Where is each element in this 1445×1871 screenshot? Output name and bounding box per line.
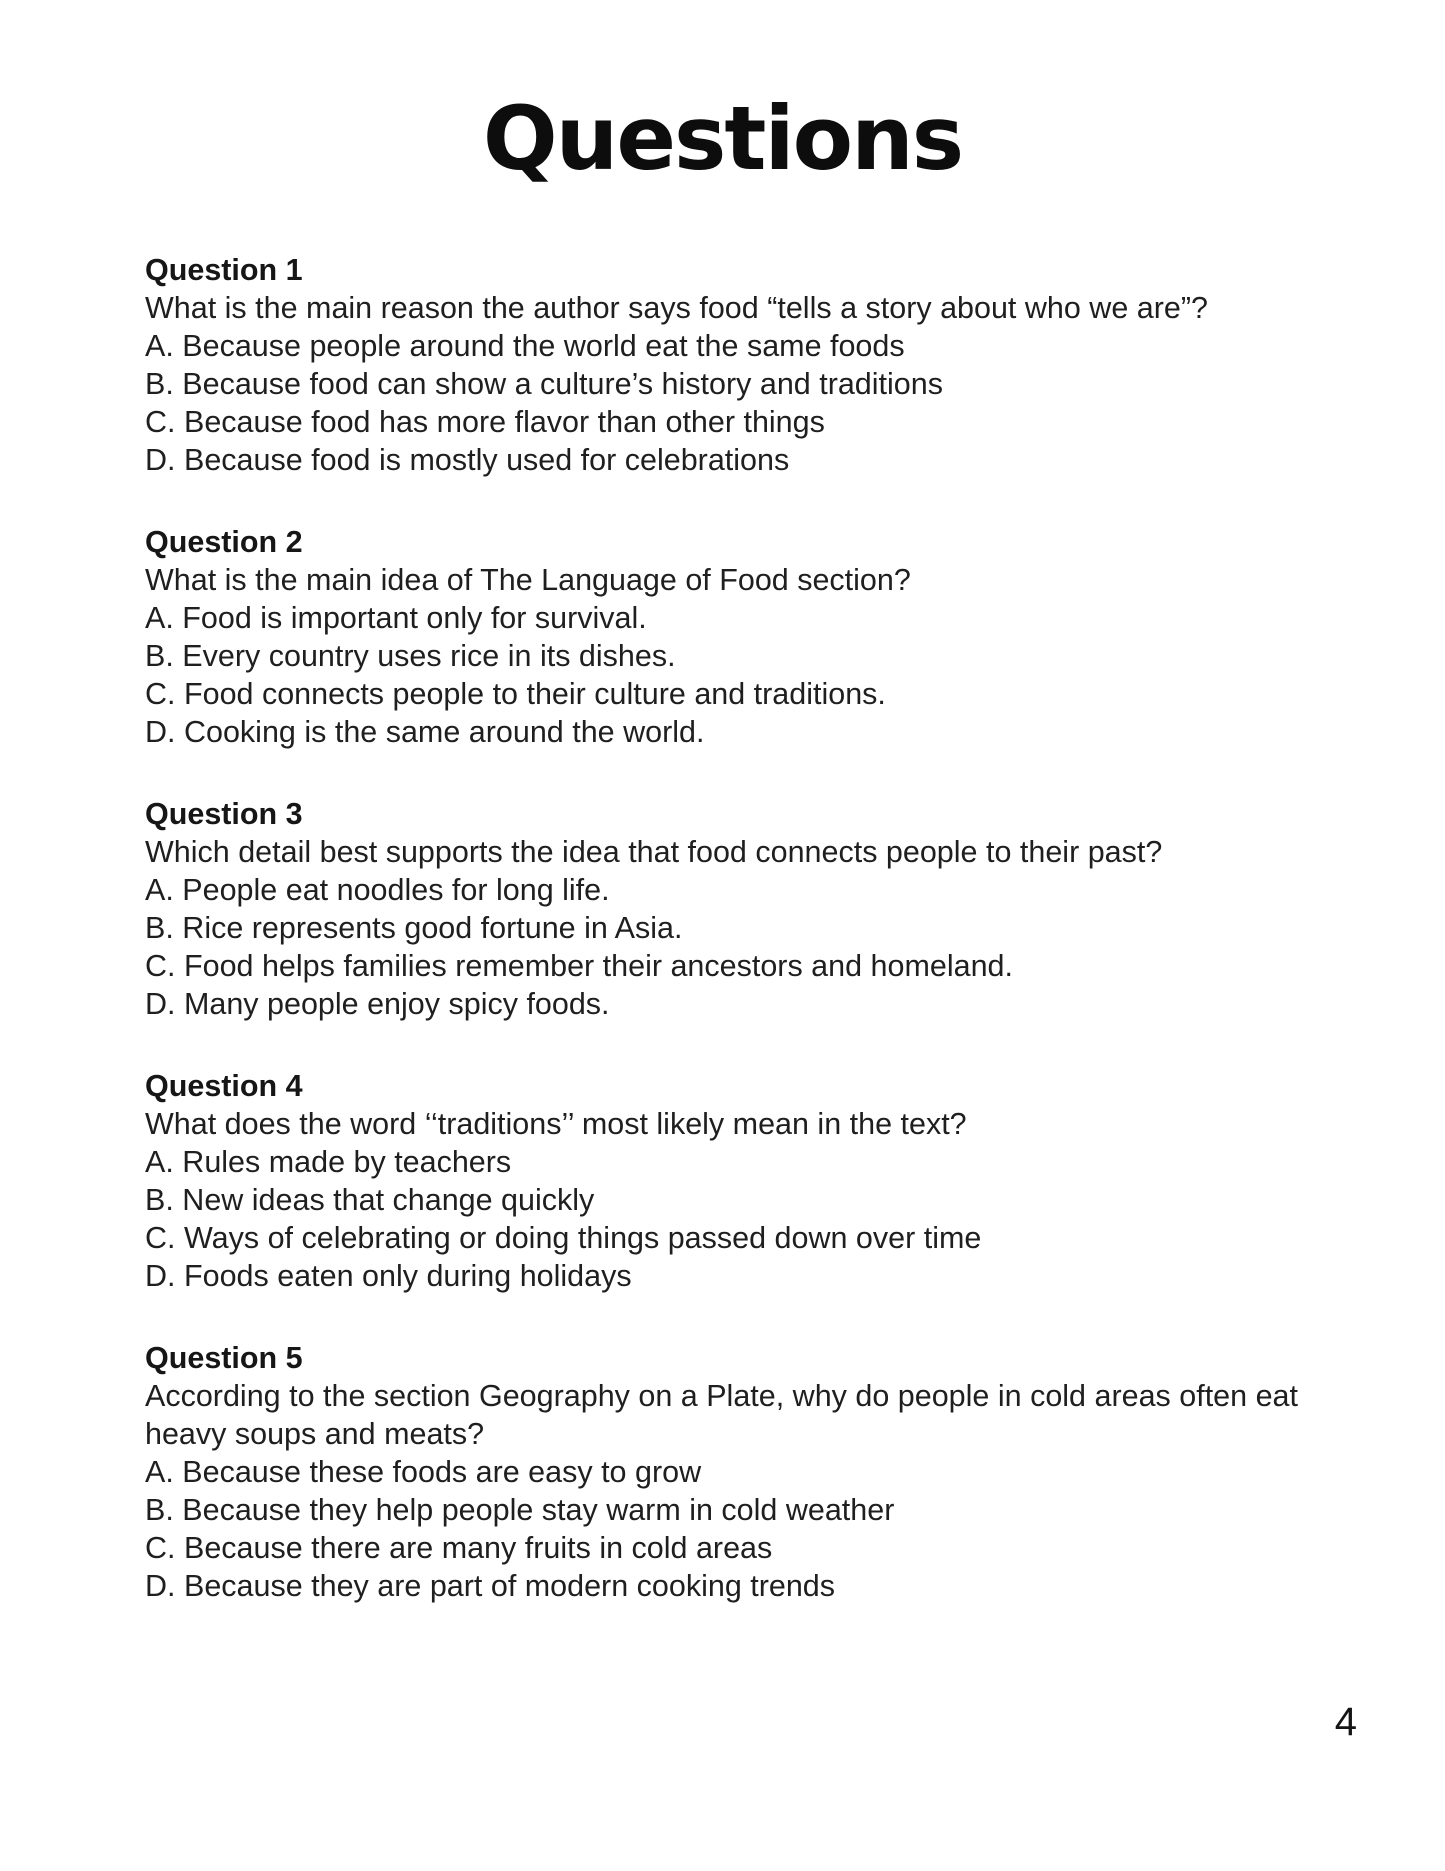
answer-option: B. Because food can show a culture’s history and traditions	[145, 367, 943, 402]
answer-option: B. Because they help people stay warm in cold weather	[145, 1493, 895, 1528]
question-header: Question 3	[145, 797, 303, 832]
answer-option: C. Food helps families remember their ancestors and homeland.	[145, 949, 1013, 984]
answer-option: A. Because people around the world eat the same foods	[145, 329, 905, 364]
answer-option: D. Because they are part of modern cooking trends	[145, 1569, 836, 1604]
question-prompt: Which detail best supports the idea that food connects people to their past?	[145, 835, 1163, 870]
question-prompt: What is the main idea of The Language of Food section?	[145, 563, 911, 598]
question-block	[145, 523, 1315, 751]
questions-section	[0, 251, 1445, 1605]
answer-option: B. Rice represents good fortune in Asia.	[145, 911, 683, 946]
question-header: Question 1	[145, 253, 303, 288]
answer-option: B. Every country uses rice in its dishes.	[145, 639, 676, 674]
answer-option: D. Many people enjoy spicy foods.	[145, 987, 610, 1022]
question-header: Question 4	[145, 1069, 303, 1104]
answer-option: D. Foods eaten only during holidays	[145, 1259, 632, 1294]
answer-option: A. Because these foods are easy to grow	[145, 1455, 702, 1490]
question-header: Question 2	[145, 525, 303, 560]
question-prompt: What does the word ‘‘traditions’’ most likely mean in the text?	[145, 1107, 967, 1142]
page-title: Questions	[482, 87, 963, 190]
answer-option: B. New ideas that change quickly	[145, 1183, 595, 1218]
answer-option: C. Because there are many fruits in cold areas	[145, 1531, 773, 1566]
question-prompt: According to the section Geography on a Plate, why do people in cold areas often eat heavy soups and meats?	[145, 1379, 1298, 1452]
question-block	[145, 251, 1315, 479]
question-block	[145, 795, 1315, 1023]
answer-option: D. Cooking is the same around the world.	[145, 715, 705, 750]
question-block	[145, 1339, 1315, 1605]
answer-option: C. Ways of celebrating or doing things passed down over time	[145, 1221, 982, 1256]
answer-option: C. Food connects people to their culture and traditions.	[145, 677, 886, 712]
question-prompt: What is the main reason the author says food “tells a story about who we are”?	[145, 291, 1208, 326]
answer-option: D. Because food is mostly used for celebrations	[145, 443, 790, 478]
question-block	[145, 1067, 1315, 1295]
answer-option: C. Because food has more flavor than other things	[145, 405, 825, 440]
question-header: Question 5	[145, 1341, 303, 1376]
page-number: 4	[1334, 1700, 1357, 1744]
answer-option: A. People eat noodles for long life.	[145, 873, 610, 908]
answer-option: A. Rules made by teachers	[145, 1145, 512, 1180]
answer-option: A. Food is important only for survival.	[145, 601, 647, 636]
